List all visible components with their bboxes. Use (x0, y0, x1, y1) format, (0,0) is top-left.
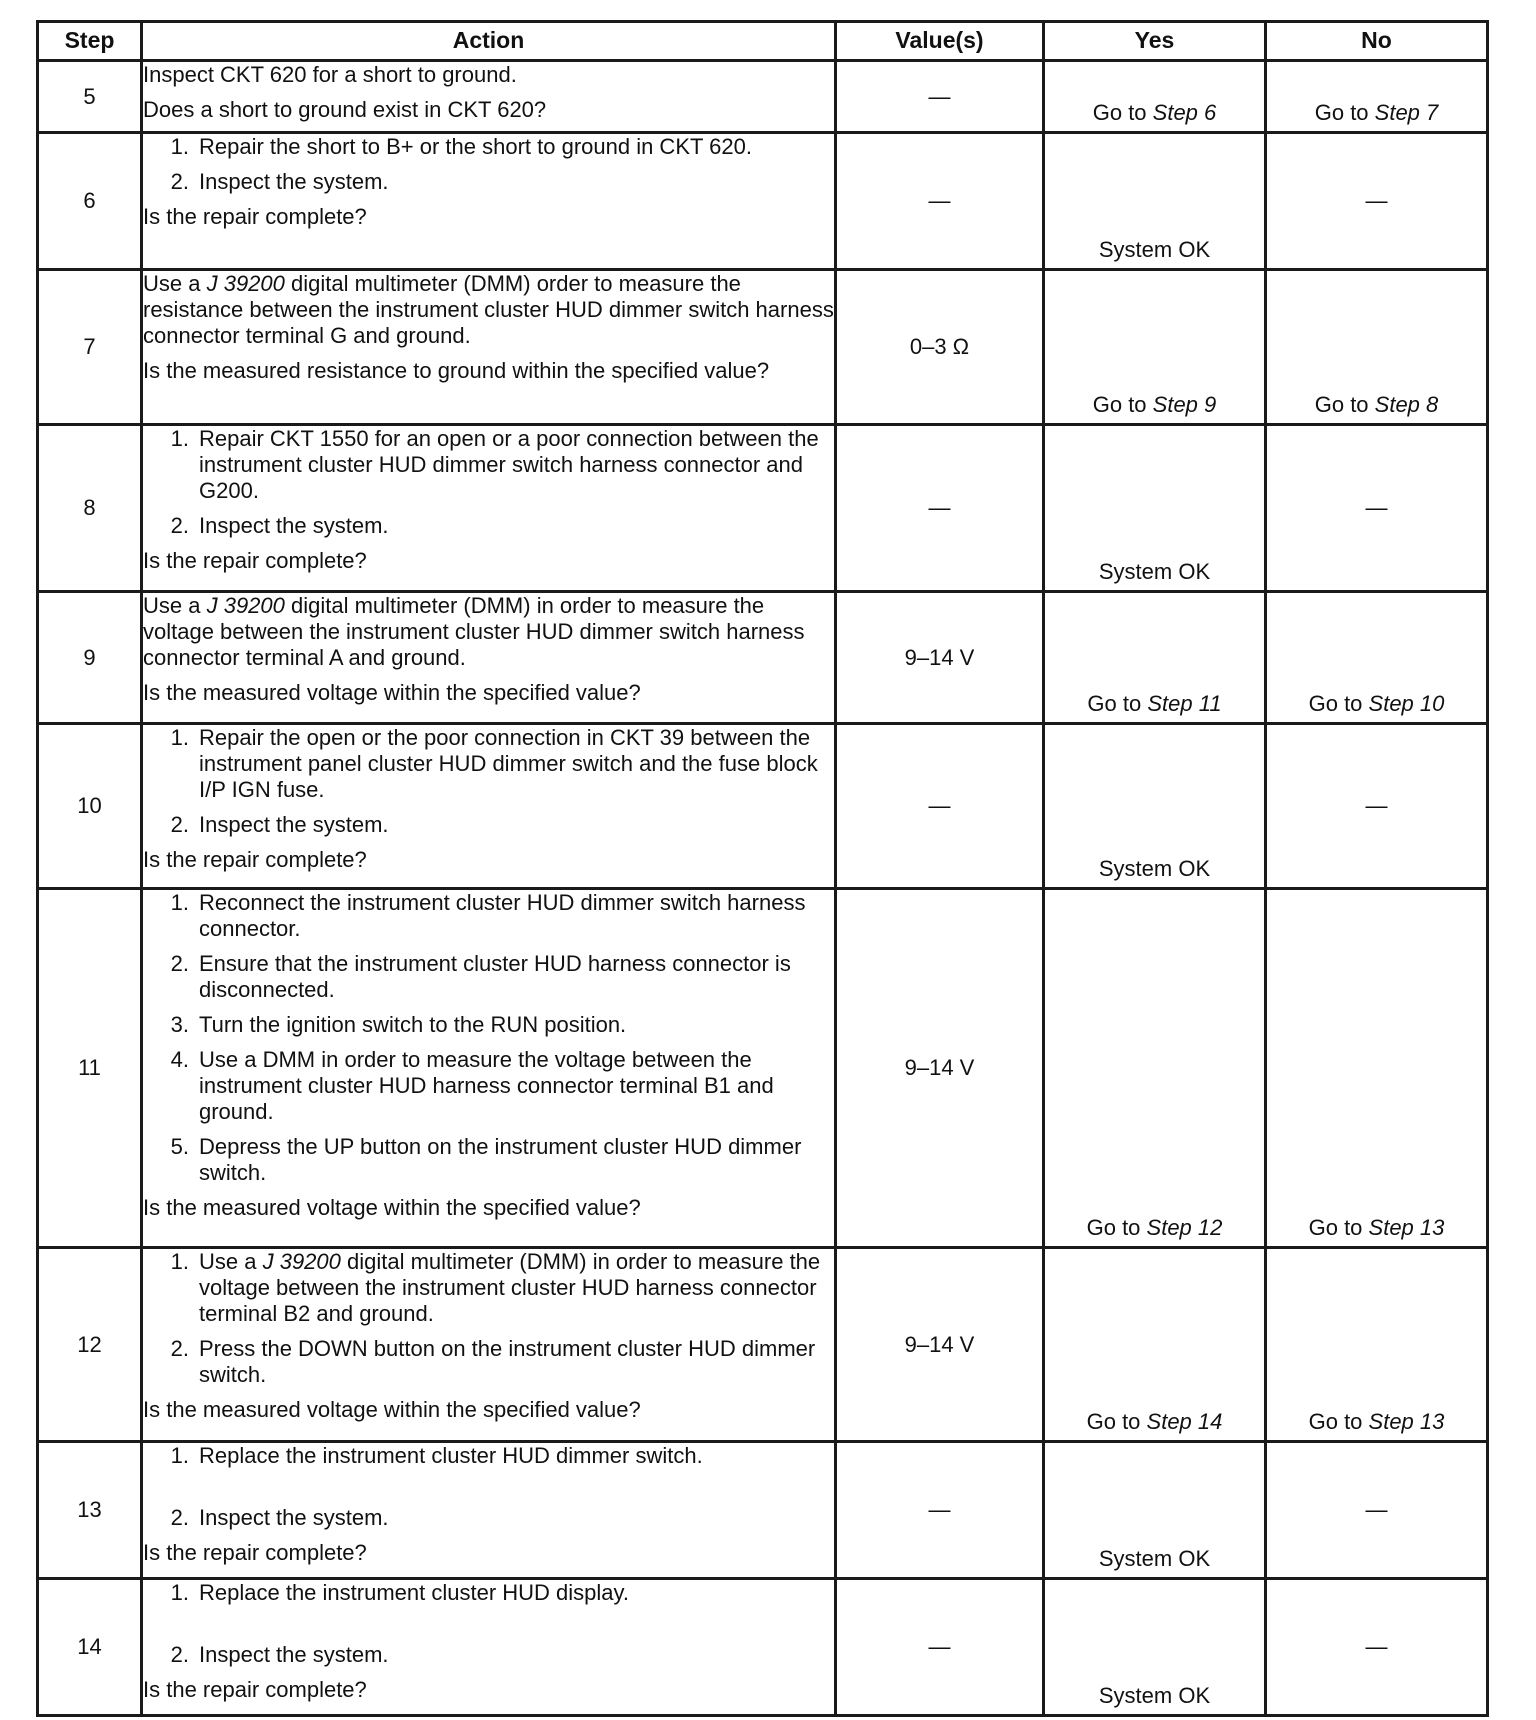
yes-prefix: Go to (1092, 392, 1153, 418)
yes-step-link: Step 9 (1152, 392, 1217, 418)
action-question: Is the measured voltage within the specified value? (143, 1194, 641, 1220)
step-item-text: Press the DOWN button on the instrument cluster HUD dimmer switch. (199, 1335, 816, 1387)
action-step-item (143, 1249, 834, 1327)
step-number: 12 (38, 1248, 142, 1442)
table-row (38, 270, 1488, 425)
yes-cell (1044, 61, 1266, 133)
step-item-number: 2. (170, 1641, 189, 1667)
value-cell: 0–3 Ω (836, 270, 1044, 425)
step-number: 9 (38, 592, 142, 724)
no-step-link: Step 10 (1368, 691, 1445, 717)
action-step-item (143, 426, 834, 504)
step-number: 7 (38, 270, 142, 425)
step-item-number: 2. (170, 811, 189, 837)
step-item-text: Inspect the system. (199, 1504, 389, 1530)
step-item-text: Inspect the system. (199, 1641, 389, 1667)
table-row (38, 133, 1488, 270)
no-prefix: Go to (1308, 1215, 1369, 1241)
yes-cell (1044, 270, 1266, 425)
action-step-item (143, 812, 834, 838)
action-step-item (143, 1336, 834, 1388)
action-steps (143, 1249, 834, 1388)
step-number: 8 (38, 425, 142, 592)
action-steps (143, 1443, 834, 1531)
instruction-post: digital multimeter (DMM) in order to measure the voltage between the instrument cluster HUD dimmer switch harness connector terminal A and ground. (143, 593, 805, 670)
no-prefix: Go to (1314, 392, 1375, 418)
action-question: Is the repair complete? (143, 1676, 367, 1702)
action-question: Is the measured voltage within the specified value? (143, 679, 641, 705)
table-row (38, 1442, 1488, 1579)
yes-prefix: Go to (1086, 1409, 1147, 1435)
yes-prefix: Go to (1087, 691, 1148, 717)
no-cell (1266, 1248, 1488, 1442)
table-header-row (38, 22, 1488, 61)
step-item-number: 4. (170, 1046, 189, 1072)
yes-step-link: Step 6 (1152, 100, 1217, 126)
yes-cell (1044, 592, 1266, 724)
yes-cell (1044, 1442, 1266, 1579)
yes-result: System OK (1098, 856, 1211, 882)
no-result: — (1365, 1497, 1388, 1523)
step-item-text: Use a DMM in order to measure the voltage between the instrument cluster HUD harness connector terminal B1 and ground. (199, 1046, 774, 1124)
step-item-text: Repair CKT 1550 for an open or a poor connection between the instrument cluster HUD dimmer switch harness connector and G200. (199, 426, 819, 503)
action-cell (142, 1248, 836, 1442)
yes-cell (1044, 889, 1266, 1248)
yes-cell (1044, 1579, 1266, 1716)
no-cell (1266, 133, 1488, 270)
step-item-text: Inspect the system. (199, 168, 389, 194)
step-item-number: 5. (170, 1133, 189, 1159)
action-cell (142, 425, 836, 592)
action-step-item (143, 1012, 834, 1038)
tool-reference: J 39200 (206, 593, 285, 618)
table-row (38, 889, 1488, 1248)
header-no: No (1266, 22, 1488, 61)
step-item-text: Turn the ignition switch to the RUN position. (199, 1011, 627, 1037)
value-cell: — (836, 425, 1044, 592)
action-cell (142, 724, 836, 889)
action-step-item (143, 1134, 834, 1186)
no-step-link: Step 8 (1374, 392, 1439, 418)
table-row (38, 592, 1488, 724)
value-cell: 9–14 V (836, 889, 1044, 1248)
tool-reference: J 39200 (262, 1249, 341, 1274)
yes-result: System OK (1098, 237, 1211, 263)
step-item-text: Ensure that the instrument cluster HUD harness connector is disconnected. (199, 950, 791, 1002)
instruction-pre: Use a (143, 271, 207, 296)
value-cell: 9–14 V (836, 1248, 1044, 1442)
step-item-number: 2. (170, 512, 189, 538)
action-cell (142, 1442, 836, 1579)
no-result: — (1365, 495, 1388, 521)
step-item-text: Repair the short to B+ or the short to ground in CKT 620. (199, 134, 752, 159)
no-step-link: Step 13 (1368, 1215, 1445, 1241)
yes-cell (1044, 1248, 1266, 1442)
action-question: Is the measured voltage within the specified value? (143, 1396, 641, 1422)
yes-cell (1044, 724, 1266, 889)
action-step-item (143, 169, 834, 195)
action-cell (142, 61, 836, 133)
no-prefix: Go to (1308, 1409, 1369, 1435)
action-question: Is the repair complete? (143, 1539, 367, 1565)
step-item-number: 2. (170, 1504, 189, 1530)
value-cell: — (836, 61, 1044, 133)
step-item-number: 1. (170, 1443, 189, 1468)
step-item-number: 2. (170, 950, 189, 976)
header-yes: Yes (1044, 22, 1266, 61)
step-number: 14 (38, 1579, 142, 1716)
step-number: 13 (38, 1442, 142, 1579)
step-number: 5 (38, 61, 142, 133)
no-prefix: Go to (1314, 100, 1375, 126)
step-item-text: Reconnect the instrument cluster HUD dimmer switch harness connector. (199, 890, 806, 941)
tool-reference: J 39200 (206, 271, 285, 296)
value-cell: 9–14 V (836, 592, 1044, 724)
action-instruction (143, 593, 834, 671)
step-number: 6 (38, 133, 142, 270)
step-item-number: 1. (170, 1249, 189, 1274)
instruction-post: digital multimeter (DMM) in order to measure the voltage between the instrument cluster HUD harness connector terminal B2 and ground. (199, 1249, 821, 1326)
action-step-item (143, 725, 834, 803)
table-row (38, 1579, 1488, 1716)
yes-step-link: Step 11 (1147, 691, 1222, 717)
action-steps (143, 890, 834, 1186)
action-cell (142, 889, 836, 1248)
table-row (38, 425, 1488, 592)
step-item-number: 1. (170, 134, 189, 159)
action-step-item (143, 513, 834, 539)
step-item-number: 1. (170, 1580, 189, 1605)
step-item-number: 2. (170, 168, 189, 194)
instruction-pre: Use a (199, 1249, 263, 1274)
step-item-number: 1. (170, 725, 189, 750)
yes-result: System OK (1098, 559, 1211, 585)
header-action: Action (142, 22, 836, 61)
no-prefix: Go to (1308, 691, 1369, 717)
action-step-item (143, 951, 834, 1003)
no-step-link: Step 13 (1368, 1409, 1445, 1435)
no-cell (1266, 889, 1488, 1248)
no-cell (1266, 724, 1488, 889)
yes-cell (1044, 133, 1266, 270)
action-steps (143, 725, 834, 838)
action-instruction: Inspect CKT 620 for a short to ground. (143, 62, 517, 87)
step-number: 11 (38, 889, 142, 1248)
action-step-item (143, 1047, 834, 1125)
action-question: Is the repair complete? (143, 846, 367, 872)
action-step-item (143, 1443, 834, 1469)
instruction-pre: Use a (143, 593, 207, 618)
diagnostic-table (36, 20, 1489, 1717)
yes-step-link: Step 14 (1146, 1409, 1223, 1435)
action-question: Is the measured resistance to ground within the specified value? (143, 357, 770, 383)
action-steps (143, 426, 834, 539)
step-item-text (199, 1249, 834, 1327)
action-cell (142, 592, 836, 724)
action-step-item (143, 1580, 834, 1606)
value-cell: — (836, 133, 1044, 270)
step-item-text: Repair the open or the poor connection in CKT 39 between the instrument panel cluster HUD dimmer switch and the fuse block I/P IGN fuse. (199, 725, 818, 802)
action-step-item (143, 134, 834, 160)
header-step: Step (38, 22, 142, 61)
action-steps (143, 1580, 834, 1668)
action-steps (143, 134, 834, 195)
action-question: Is the repair complete? (143, 203, 367, 229)
step-number: 10 (38, 724, 142, 889)
instruction-post: digital multimeter (DMM) order to measure the resistance between the instrument cluster HUD dimmer switch harness connector terminal G and ground. (143, 271, 834, 348)
table-row (38, 61, 1488, 133)
no-step-link: Step 7 (1374, 100, 1439, 126)
no-cell (1266, 425, 1488, 592)
yes-prefix: Go to (1086, 1215, 1147, 1241)
no-cell (1266, 1579, 1488, 1716)
header-values: Value(s) (836, 22, 1044, 61)
table-row (38, 1248, 1488, 1442)
action-question: Does a short to ground exist in CKT 620? (143, 96, 547, 122)
yes-result: System OK (1098, 1683, 1211, 1709)
yes-result: System OK (1098, 1546, 1211, 1572)
action-instruction (143, 271, 834, 349)
step-item-text: Replace the instrument cluster HUD display. (199, 1580, 629, 1605)
action-question: Is the repair complete? (143, 547, 367, 573)
step-item-text: Replace the instrument cluster HUD dimmer switch. (199, 1443, 703, 1468)
step-item-number: 1. (170, 426, 189, 451)
yes-step-link: Step 12 (1146, 1215, 1223, 1241)
action-step-item (143, 1505, 834, 1531)
no-result: — (1365, 188, 1388, 214)
action-step-item (143, 1642, 834, 1668)
table-row (38, 724, 1488, 889)
step-item-text: Depress the UP button on the instrument cluster HUD dimmer switch. (199, 1133, 802, 1185)
action-cell (142, 270, 836, 425)
diagnostic-table-sheet (36, 20, 1486, 1717)
action-step-item (143, 890, 834, 942)
action-cell (142, 1579, 836, 1716)
step-item-number: 1. (170, 890, 189, 915)
value-cell: — (836, 724, 1044, 889)
no-result: — (1365, 793, 1388, 819)
no-cell (1266, 270, 1488, 425)
no-cell (1266, 61, 1488, 133)
step-item-number: 3. (170, 1011, 189, 1037)
step-item-text: Inspect the system. (199, 512, 389, 538)
yes-prefix: Go to (1092, 100, 1153, 126)
yes-cell (1044, 425, 1266, 592)
value-cell: — (836, 1442, 1044, 1579)
step-item-number: 2. (170, 1335, 189, 1361)
step-item-text: Inspect the system. (199, 811, 389, 837)
value-cell: — (836, 1579, 1044, 1716)
no-result: — (1365, 1634, 1388, 1660)
no-cell (1266, 1442, 1488, 1579)
action-cell (142, 133, 836, 270)
no-cell (1266, 592, 1488, 724)
